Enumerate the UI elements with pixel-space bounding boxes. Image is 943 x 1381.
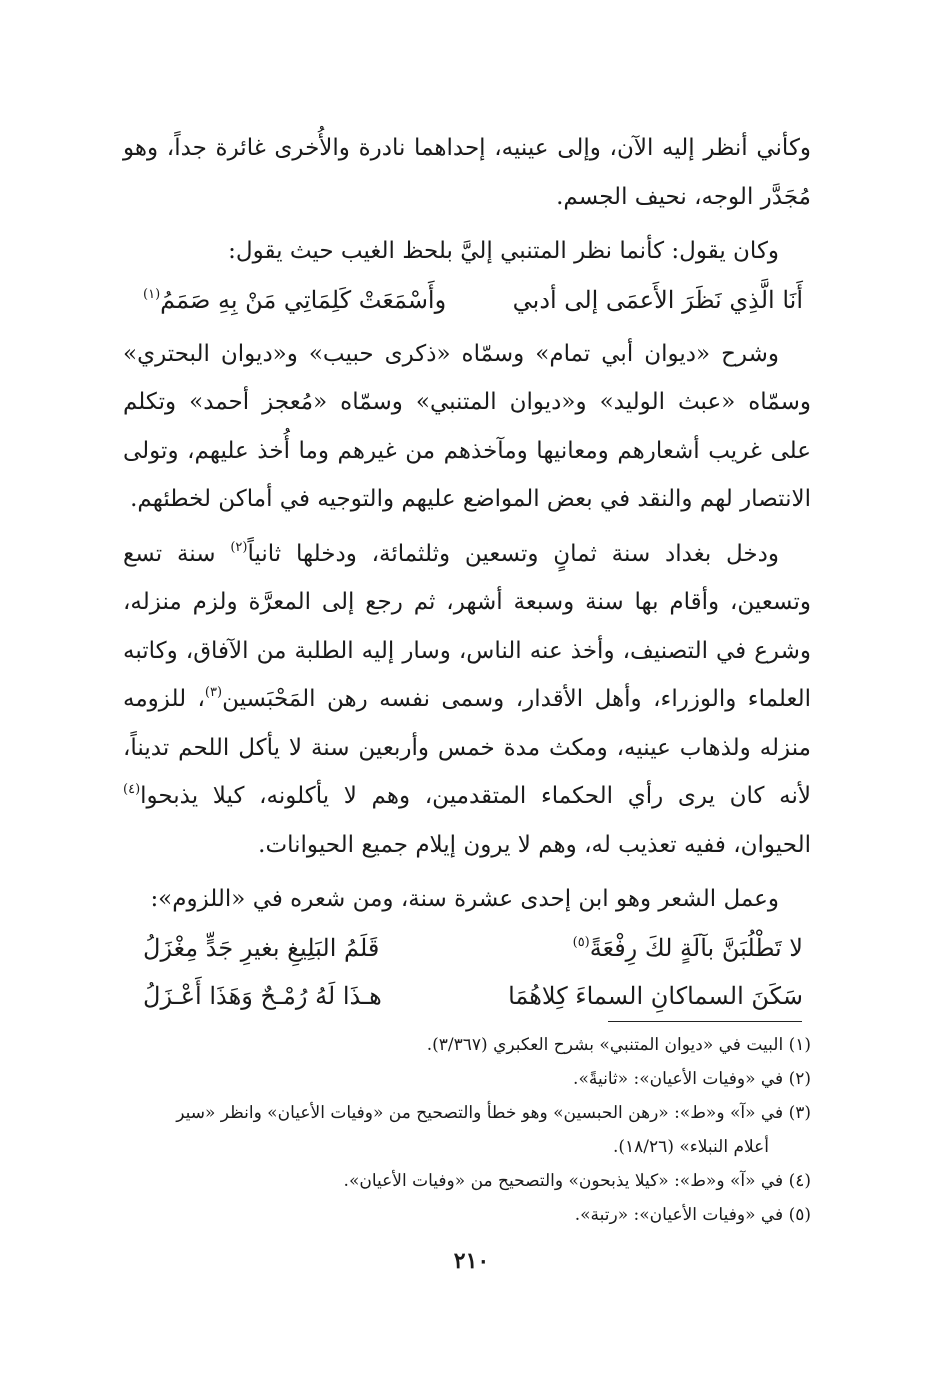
verse-1-second-hemistich: وأَسْمَعَتْ كَلِمَاتِي مَنْ بِهِ صَمَمُ$^{(١)}$ — [143, 285, 447, 314]
footnote-ref-1: (١) — [143, 286, 161, 302]
verse-1-first-hemistich: أَنَا الَّذِي نَظَرَ الأَعمَى إلى أدبي — [512, 285, 803, 314]
paragraph-5: وعمل الشعر وهو ابن إحدى عشرة سنة، ومن شعره في «اللزوم»: — [150, 886, 779, 912]
verse-2-second-hemistich: قَلَمُ البَلِيغِ بغيرِ جَدٍّ مِغْزَلُ — [143, 933, 380, 962]
verse-2 — [143, 924, 803, 972]
footnote-separator — [608, 1021, 802, 1022]
verse-3-second-hemistich: هـذَا لَهُ رُمْـحٌ وَهَذَا أَعْـزَلُ — [143, 981, 382, 1010]
paragraph-2: وكان يقول: كأنما نظر المتنبي إليَّ بلحظ الغيب حيث يقول: — [228, 238, 779, 264]
paragraph-3: وشرح «ديوان أبي تمام» وسمّاه «ذكرى حبيب» و«ديوان البحتري» وسمّاه «عبث الوليد» و«ديوان المتنبي» وسمّاه «مُعجز أحمد» وتكلم على غريب أشعارهم ومعانيها ومآخذهم من غيرهم وما أُخذ عليهم، وتولى الانتصار لهم والنقد في بعض المواضع عليهم والتوجيه في أماكن لخطئهم. — [123, 340, 811, 512]
footnote-2: (٢) في «وفيات الأعيان»: «ثانيةً». — [573, 1069, 811, 1089]
footnote-4: (٤) في «آ» و«ط»: «كيلا يذبحون» والتصحيح من «وفيات الأعيان». — [343, 1171, 811, 1191]
footnote-ref-5: (٥) — [572, 934, 590, 950]
paragraph-1: وكأني أنظر إليه الآن، وإلى عينيه، إحداهما نادرة والأُخرى غائرة جداً، وهو مُجَدَّر الوجه، نحيف الجسم. — [123, 135, 812, 210]
verse-3 — [143, 972, 803, 1020]
verse-2-first-hemistich: لا تَطْلُبَنَّ بآلَةٍ لكَ رِفْعَةً$^{(٥)}$ — [572, 933, 803, 962]
footnote-5: (٥) في «وفيات الأعيان»: «رتبة». — [574, 1205, 811, 1225]
footnotes — [123, 1028, 811, 1232]
footnote-ref-2: (٢) — [230, 539, 248, 555]
footnote-ref-3: (٣) — [204, 685, 223, 700]
verse-3-first-hemistich: سَكَنَ السماكانِ السماءَ كِلاهُمَا — [508, 981, 803, 1010]
paragraph-4: ودخل بغداد سنة ثمانٍ وتسعين وثلثمائة، ودخلها ثانياً$^{(٢)}$ سنة تسع وتسعين، وأقام بها سنة وسبعة أشهر، ثم رجع إلى المعرَّة ولزم منزله، وشرع في التصنيف، وأخذ عنه الناس، وسار إليه الطلبة من الآفاق، وكاتبه العلماء والوزراء، وأهل الأقدار، وسمى نفسه رهن المَحْبَسين$^{(٣)}$، للزومه منزله ولذهاب عينيه، ومكث مدة خمس وأربعين سنة لا يأكل اللحم تديناً، لأنه كان يرى رأي الحكماء المتقدمين، وهم لا يأكلونه، كيلا يذبحوا$^{(٤)}$ الحيوان، ففيه تعذيب له، وهم لا يرون إيلام جميع الحيوانات. — [123, 539, 811, 858]
footnote-3: (٣) في «آ» و«ط»: «رهن الحبسين» وهو خطأ والتصحيح من «وفيات الأعيان» وانظر «سير — [176, 1103, 811, 1123]
footnote-ref-4: (٤) — [123, 782, 141, 797]
main-text — [123, 124, 811, 1020]
verse-1 — [143, 276, 803, 324]
footnote-1: (١) البيت في «ديوان المتنبي» بشرح العكبري (٣/٣٦٧). — [426, 1035, 811, 1055]
footnote-3-continuation: أعلام النبلاء» (١٨/٢٦). — [613, 1137, 769, 1157]
page-number: ٢١٠ — [453, 1248, 490, 1274]
